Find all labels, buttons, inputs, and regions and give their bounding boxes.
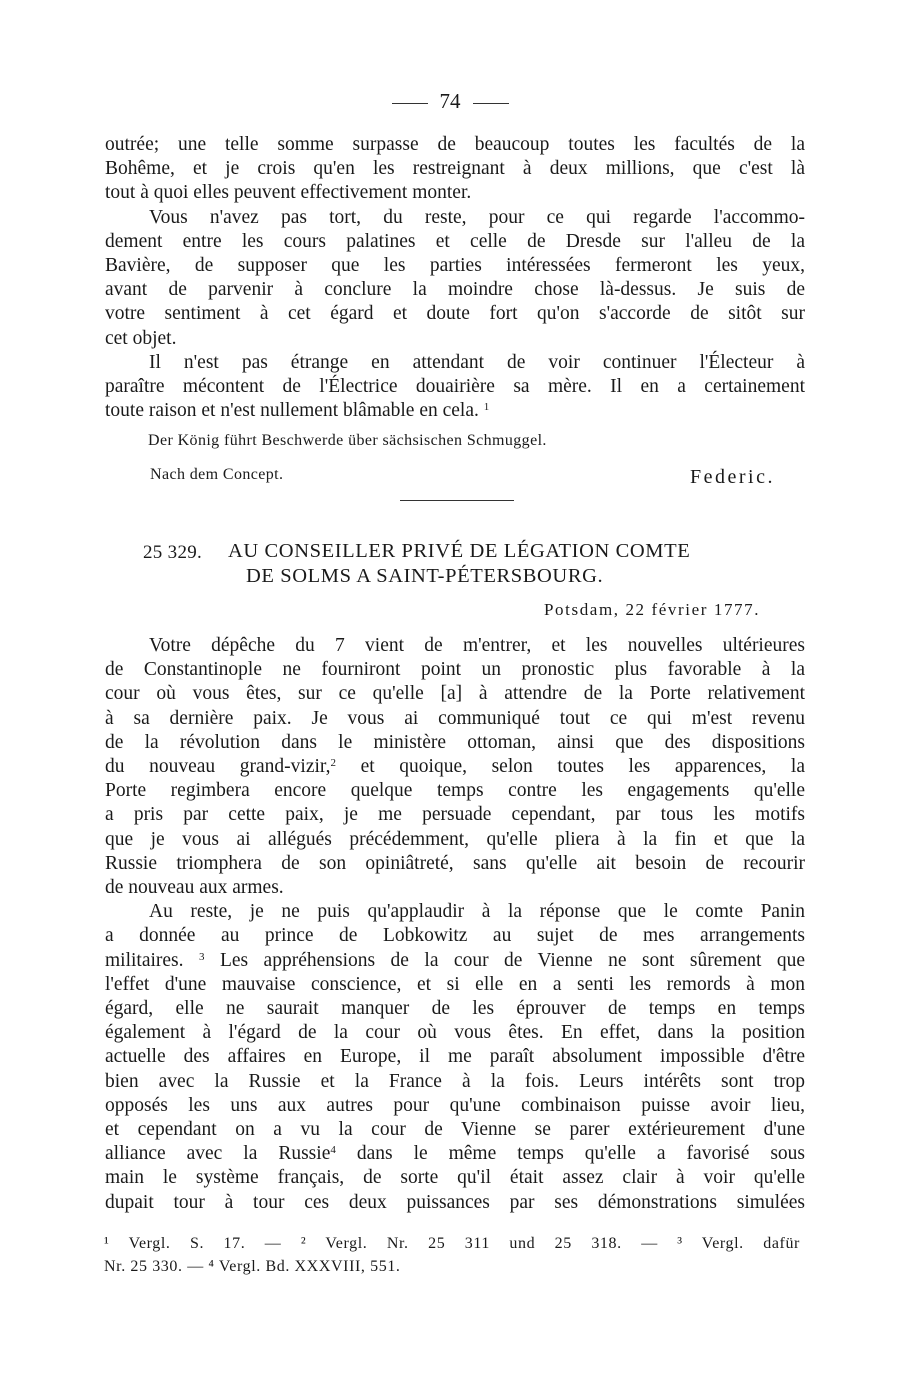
text-line	[105, 755, 805, 779]
paragraph	[105, 351, 805, 424]
text-line: et cependant on a vu la cour de Vienne se parer extérieurement d'une	[105, 1119, 805, 1141]
text-run: alliance avec la Russie	[105, 1143, 331, 1165]
text-line: bien avec la Russie et la France à la fois. Leurs intérêts sont trop	[105, 1070, 805, 1092]
text-line: a pris par cette paix, je me persuade cependant, par tous les motifs	[105, 804, 805, 826]
text-line: que je vous ai allégués précédemment, qu'elle pliera à la fin et que la	[105, 828, 805, 850]
text-line: dement entre les cours palatines et celle de Dresde sur l'alleu de la	[105, 230, 805, 252]
letter-body	[105, 634, 805, 1215]
header-dash-left	[392, 103, 428, 104]
text-run: du nouveau grand-vizir,	[105, 756, 331, 778]
signature: Federic.	[690, 466, 775, 488]
text-line: tout à quoi elles peuvent effectivement monter.	[105, 182, 472, 204]
text-line: votre sentiment à cet égard et doute fort qu'on s'accorde de sitôt sur	[105, 303, 805, 325]
footnote-ref[interactable]: 4	[330, 1144, 336, 1157]
dateline: Potsdam, 22 février 1777.	[544, 600, 761, 619]
source-note: Nach dem Concept.	[150, 466, 284, 483]
text-line: dupait tour à tour ces deux puissances par ses démonstrations simulées	[105, 1191, 805, 1213]
text-line: cet objet.	[105, 327, 177, 349]
footnote-ref[interactable]: 3	[198, 950, 205, 963]
paragraph	[105, 206, 805, 351]
text-line: Il n'est pas étrange en attendant de voir continuer l'Électeur à	[149, 351, 805, 373]
text-line: Votre dépêche du 7 vient de m'entrer, et les nouvelles ultérieures	[149, 635, 805, 656]
footnote-line: Nr. 25 330. — ⁴ Vergl. Bd. XXXVIII, 551.	[104, 1257, 401, 1275]
text-run: et quoique, selon toutes les apparences, la	[360, 756, 805, 778]
paragraph	[105, 133, 805, 206]
text-line: l'effet d'une mauvaise conscience, et si elle en a senti les remords à mon	[105, 973, 805, 995]
text-line: avant de parvenir à conclure la moindre chose là-dessus. Je suis de	[105, 279, 805, 301]
text-line: actuelle des affaires en Europe, il me paraît absolument impossible d'être	[105, 1046, 805, 1068]
text-line: à sa dernière paix. Je vous ai communiqué tout ce qui m'est revenu	[105, 707, 805, 729]
paragraph	[105, 900, 805, 1215]
text-run: toute raison et n'est nullement blâmable en cela.	[105, 400, 479, 422]
text-run: militaires.	[105, 949, 184, 971]
footnote-ref[interactable]: 1	[483, 401, 490, 414]
text-line	[105, 1142, 805, 1166]
text-line: Au reste, je ne puis qu'applaudir à la réponse que le comte Panin	[149, 901, 805, 923]
page-header	[0, 88, 900, 114]
text-line: cour où vous êtes, sur ce qu'elle [a] à attendre de la Porte relativement	[105, 683, 805, 705]
text-line: a donnée au prince de Lobkowitz au sujet de mes arrangements	[105, 925, 805, 947]
text-line: Bavière, de supposer que les parties intéressées fermeront les yeux,	[105, 255, 805, 277]
paragraph	[105, 634, 805, 900]
text-line: main le système français, de sorte qu'il était assez clair à voir qu'elle	[105, 1167, 805, 1189]
heading-line: AU CONSEILLER PRIVÉ DE LÉGATION COMTE	[228, 540, 691, 562]
heading-line: DE SOLMS A SAINT-PÉTERSBOURG.	[246, 565, 604, 587]
text-line: Russie triomphera de son opiniâtreté, sans qu'elle ait besoin de recourir	[105, 852, 805, 874]
text-line: opposés les uns aux autres pour qu'une combinaison puisse avoir lieu,	[105, 1094, 805, 1116]
letter-summary: Der König führt Beschwerde über sächsischen Schmuggel.	[148, 432, 547, 449]
text-line: Vous n'avez pas tort, du reste, pour ce qui regarde l'accommo-	[149, 206, 805, 228]
footnote-ref[interactable]: 2	[330, 757, 336, 770]
footnote-line: ¹ Vergl. S. 17. — ² Vergl. Nr. 25 311 und 25 318. — ³ Vergl. dafür	[104, 1235, 800, 1252]
text-line: outrée; une telle somme surpasse de beaucoup toutes les facultés de la	[105, 134, 805, 155]
text-line: de nouveau aux armes.	[105, 877, 284, 899]
section-divider	[400, 500, 514, 501]
text-run: Les appréhensions de la cour de Vienne ne sont sûrement que	[219, 949, 806, 971]
text-line: égard, elle ne saurait manquer de les éprouver de temps en temps	[105, 998, 805, 1020]
previous-letter-body	[105, 133, 805, 423]
text-line: Bohême, et je crois qu'en les restreignant à deux millions, que c'est là	[105, 158, 805, 180]
letter-number: 25 329.	[143, 542, 203, 563]
header-dash-right	[473, 103, 509, 104]
page-number: 74	[439, 89, 461, 113]
text-line	[105, 949, 805, 973]
text-line: également à l'égard de la cour où vous êtes. En effet, dans la position	[105, 1022, 805, 1044]
text-line: paraître mécontent de l'Électrice douairière sa mère. Il en a certainement	[105, 376, 805, 398]
text-line: de la révolution dans le ministère ottoman, ainsi que des dispositions	[105, 731, 805, 753]
text-line: Porte regimbera encore quelque temps contre les engagements qu'elle	[105, 780, 805, 802]
footnotes	[104, 1233, 800, 1278]
text-line	[105, 399, 805, 423]
text-run: dans le même temps qu'elle a favorisé sous	[356, 1143, 806, 1165]
text-line: de Constantinople ne fourniront point un pronostic plus favorable à la	[105, 659, 805, 681]
